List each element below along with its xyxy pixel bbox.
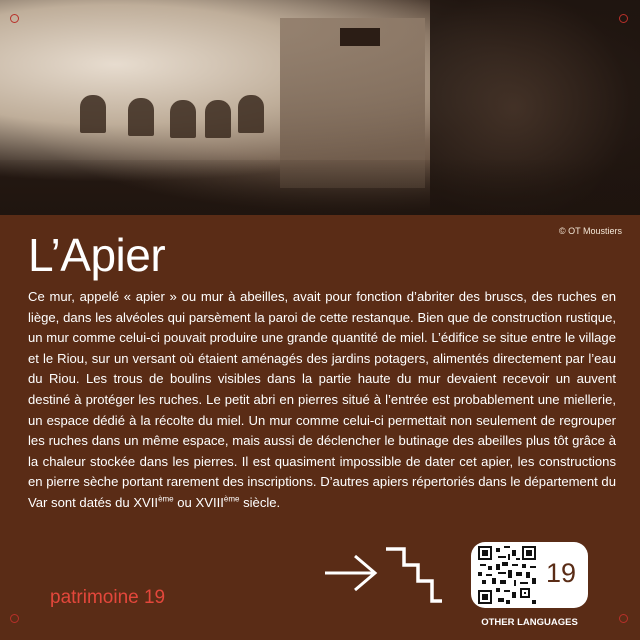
photo-ground (0, 160, 640, 215)
screw-icon (10, 14, 19, 23)
century-2: XVIII (195, 494, 224, 510)
century-1-suffix: ème (158, 494, 174, 504)
header-photo (0, 0, 640, 215)
photo-alcove (238, 95, 264, 133)
century-2-suffix: ème (223, 494, 240, 504)
qr-number: 19 (545, 558, 577, 588)
description-main: Ce mur, appelé « apier » ou mur à abeilles, avait pour fonction d’abriter des bruscs, des ruches en liège, dans les alvéoles qui parsèment la paroi de cette restanque. Bien que de construction rustique, un mur comme celui-ci pouvait produire une grande quantité de miel. L’édifice se situe entre le village et le Riou, sur un versant où étaient aménagés des jardins potagers, alimentés directement par l’eau du Riou. Les trous de boulins visibles dans la partie haute du mur devaient recevoir un auvent destiné à protéger les ruches. Le petit abri en pierres situé à l’entrée est probablement une miellerie, un espace dédié à la récolte du miel. Un mur comme celui-ci permettait non seulement de regrouper les ruches dans un même espace, mais aussi de déclencher le butinage des abeilles plus tôt grâce à la chaleur stockée dans les pierres. Il est quasiment impossible de dater cet apier, les constructions en pierre sèche portant rarement des inscriptions. D’autres apiers répertoriés dans le département du Var sont datés du (28, 289, 616, 510)
photo-alcove (205, 100, 231, 138)
photo-credit: © OT Moustiers (559, 226, 622, 236)
or-word: ou (177, 494, 192, 510)
other-languages-label[interactable]: OTHER LANGUAGES (481, 617, 578, 628)
century-1: XVII (133, 494, 159, 510)
heritage-tag: patrimoine 19 (50, 587, 166, 608)
photo-alcove (128, 98, 154, 136)
photo-window (340, 28, 380, 46)
screw-icon (619, 614, 628, 623)
qr-code-icon[interactable] (478, 546, 536, 604)
description-text (28, 287, 616, 514)
photo-alcove (170, 100, 196, 138)
screw-icon (10, 614, 19, 623)
description-ending: siècle. (243, 494, 281, 510)
screw-icon (619, 14, 628, 23)
page-title: L’Apier (28, 229, 166, 281)
photo-alcove (80, 95, 106, 133)
stairs-icon (384, 546, 444, 604)
arrow-right-icon (323, 552, 379, 594)
